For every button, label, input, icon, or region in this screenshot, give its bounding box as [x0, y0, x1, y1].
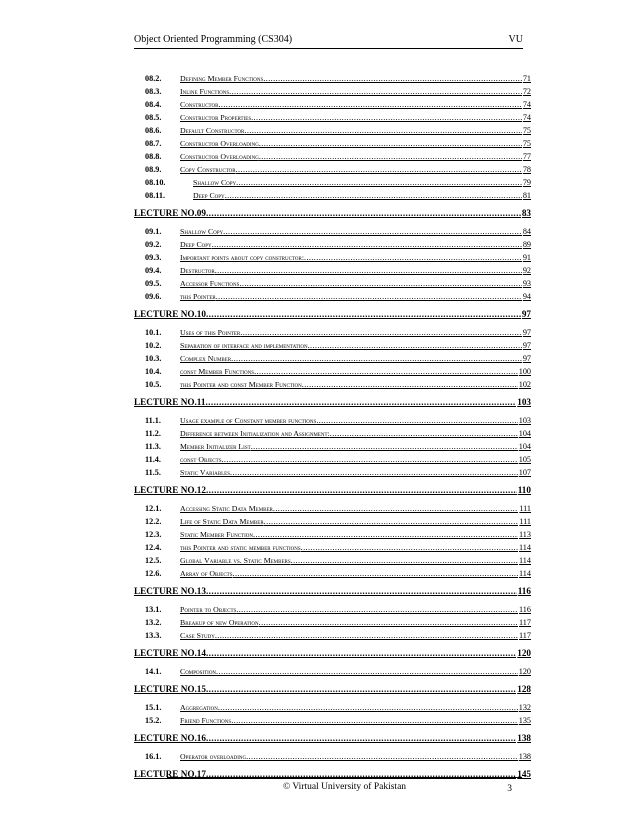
course-title: Object Oriented Programming (CS304): [134, 34, 293, 45]
section-title[interactable]: Uses of this Pointer: [180, 328, 241, 337]
toc-entry[interactable]: [134, 502, 531, 515]
section-title[interactable]: Deep Copy: [180, 240, 212, 249]
section-title[interactable]: this Pointer and static member functions: [180, 543, 301, 552]
lecture-page[interactable]: 110: [517, 485, 531, 495]
toc-entry[interactable]: [134, 378, 531, 391]
lecture-title[interactable]: LECTURE NO.14: [134, 648, 206, 658]
section-title[interactable]: Destructor: [180, 266, 215, 275]
section-page[interactable]: 81: [522, 191, 531, 200]
dot-leader: [206, 584, 517, 598]
section-number: 09.2.: [145, 240, 162, 249]
section-page[interactable]: 103: [518, 416, 531, 425]
section-number: 12.1.: [145, 504, 162, 513]
toc-entry[interactable]: [134, 124, 531, 137]
section-number: 08.8.: [145, 152, 162, 161]
section-title[interactable]: Operator overloading: [180, 752, 247, 761]
toc-entry[interactable]: [134, 137, 531, 150]
section-page[interactable]: 114: [519, 569, 531, 578]
dot-leader: [216, 290, 522, 303]
dot-leader: [236, 603, 518, 616]
dot-leader: [302, 378, 518, 391]
dot-leader: [223, 225, 522, 238]
toc-entry[interactable]: [134, 326, 531, 339]
toc-entry[interactable]: [134, 554, 531, 567]
section-title[interactable]: Array of Objects: [180, 569, 233, 578]
toc-entry[interactable]: [134, 189, 531, 202]
lecture-title[interactable]: LECTURE NO.12: [134, 485, 206, 495]
section-title[interactable]: Shallow Copy: [180, 227, 224, 236]
table-of-contents: [134, 72, 531, 786]
toc-lecture-heading[interactable]: [134, 646, 531, 660]
dot-leader: [215, 264, 522, 277]
section-title[interactable]: Composition: [180, 667, 217, 676]
toc-entry[interactable]: [134, 339, 531, 352]
dot-leader: [218, 98, 521, 111]
section-number: 12.3.: [145, 530, 162, 539]
toc-entry[interactable]: [134, 98, 531, 111]
page-number: 3: [507, 784, 512, 794]
section-title[interactable]: Constructor Properties: [180, 113, 252, 122]
toc-entry[interactable]: [134, 466, 531, 479]
dot-leader: [244, 124, 521, 137]
section-page[interactable]: 79: [522, 178, 531, 187]
section-page[interactable]: 75: [522, 126, 531, 135]
section-page[interactable]: 97: [522, 328, 531, 337]
toc-entry[interactable]: [134, 414, 531, 427]
section-number: 16.1.: [145, 752, 162, 761]
lecture-page[interactable]: 120: [517, 648, 531, 658]
section-title[interactable]: Defining Member Functions: [180, 74, 264, 83]
section-number: 10.5.: [145, 380, 162, 389]
lecture-page[interactable]: 97: [521, 309, 531, 319]
section-number: 09.4.: [145, 266, 162, 275]
dot-leader: [239, 277, 521, 290]
section-number: 15.1.: [145, 703, 162, 712]
toc-entry[interactable]: [134, 603, 531, 616]
section-page[interactable]: 75: [522, 139, 531, 148]
dot-leader: [229, 85, 522, 98]
dot-leader: [231, 352, 522, 365]
section-title[interactable]: Constructor: [180, 100, 219, 109]
lecture-page[interactable]: 128: [517, 684, 531, 694]
toc-entry[interactable]: [134, 528, 531, 541]
section-title[interactable]: Important points about copy constructor:: [180, 253, 305, 262]
toc-entry[interactable]: [134, 225, 531, 238]
section-page[interactable]: 135: [518, 716, 531, 725]
dot-leader: [264, 515, 519, 528]
section-number: 08.6.: [145, 126, 162, 135]
dot-leader: [216, 665, 518, 678]
dot-leader: [205, 395, 516, 409]
dot-leader: [259, 137, 522, 150]
section-page[interactable]: 111: [519, 504, 531, 513]
toc-entry[interactable]: [134, 352, 531, 365]
section-number: 08.10.: [145, 178, 166, 187]
section-number: 15.2.: [145, 716, 162, 725]
section-page[interactable]: 93: [522, 279, 531, 288]
section-page[interactable]: 74: [522, 100, 531, 109]
section-page[interactable]: 71: [522, 74, 531, 83]
section-number: 11.2.: [145, 429, 161, 438]
section-title[interactable]: Life of Static Data Member: [180, 517, 264, 526]
section-number: 11.1.: [145, 416, 161, 425]
toc-lecture-heading[interactable]: [134, 682, 531, 696]
toc-entry[interactable]: [134, 150, 531, 163]
page-footer: [167, 777, 522, 794]
lecture-page[interactable]: 83: [521, 208, 531, 218]
dot-leader: [225, 189, 522, 202]
section-title[interactable]: Default Constructor: [180, 126, 245, 135]
section-number: 10.3.: [145, 354, 162, 363]
section-number: 10.2.: [145, 341, 162, 350]
toc-entry[interactable]: [134, 714, 531, 727]
section-number: 13.3.: [145, 631, 162, 640]
toc-entry[interactable]: [134, 238, 531, 251]
section-title[interactable]: Shallow Copy: [193, 178, 237, 187]
section-title[interactable]: Usage example of Constant member functions: [180, 416, 317, 425]
lecture-title[interactable]: LECTURE NO.13: [134, 586, 206, 596]
section-title[interactable]: Inline Functions: [180, 87, 230, 96]
section-number: 08.2.: [145, 74, 162, 83]
toc-entry[interactable]: [134, 85, 531, 98]
dot-leader: [206, 307, 521, 321]
section-page[interactable]: 100: [518, 367, 531, 376]
dot-leader: [206, 731, 516, 745]
toc-entry[interactable]: [134, 701, 531, 714]
toc-lecture-heading[interactable]: [134, 731, 531, 745]
dot-leader: [218, 701, 518, 714]
section-title[interactable]: Pointer to Objects: [180, 605, 237, 614]
dot-leader: [212, 238, 522, 251]
toc-entry[interactable]: [134, 277, 531, 290]
dot-leader: [206, 682, 516, 696]
toc-entry[interactable]: [134, 440, 531, 453]
section-page[interactable]: 113: [519, 530, 531, 539]
section-number: 14.1.: [145, 667, 162, 676]
lecture-title[interactable]: LECTURE NO.09: [134, 208, 206, 218]
section-page[interactable]: 89: [522, 240, 531, 249]
section-title[interactable]: Case Study: [180, 631, 215, 640]
dot-leader: [273, 502, 518, 515]
toc-lecture-heading[interactable]: [134, 206, 531, 220]
toc-entry[interactable]: [134, 427, 531, 440]
section-page[interactable]: 104: [518, 442, 531, 451]
toc-entry[interactable]: [134, 163, 531, 176]
section-page[interactable]: 114: [519, 556, 531, 565]
section-page[interactable]: 97: [522, 354, 531, 363]
lecture-page[interactable]: 103: [517, 397, 531, 407]
toc-entry[interactable]: [134, 111, 531, 124]
section-title[interactable]: Friend Functions: [180, 716, 232, 725]
section-number: 09.1.: [145, 227, 162, 236]
lecture-title[interactable]: LECTURE NO.11: [134, 397, 206, 407]
section-number: 13.2.: [145, 618, 162, 627]
dot-leader: [236, 176, 522, 189]
section-page[interactable]: 132: [518, 703, 531, 712]
lecture-page[interactable]: 145: [517, 769, 531, 779]
toc-entry[interactable]: [134, 453, 531, 466]
section-title[interactable]: Accessing Static Data Member: [180, 504, 273, 513]
section-number: 12.4.: [145, 543, 162, 552]
section-title[interactable]: const Member Functions: [180, 367, 255, 376]
toc-entry[interactable]: [134, 515, 531, 528]
lecture-title[interactable]: LECTURE NO.15: [134, 684, 206, 694]
toc-entry[interactable]: [134, 567, 531, 580]
dot-leader: [206, 483, 517, 497]
section-title[interactable]: Constructor Overloading: [180, 152, 259, 161]
section-number: 08.9.: [145, 165, 162, 174]
dot-leader: [233, 567, 519, 580]
dot-leader: [291, 554, 518, 567]
institution-abbr: VU: [508, 34, 523, 45]
dot-leader: [251, 111, 522, 124]
section-title[interactable]: Copy Constructor: [180, 165, 236, 174]
section-title[interactable]: Aggregation: [180, 703, 218, 712]
section-number: 09.3.: [145, 253, 162, 262]
section-page[interactable]: 138: [518, 752, 531, 761]
section-page[interactable]: 94: [522, 292, 531, 301]
dot-leader: [253, 528, 518, 541]
section-title[interactable]: Static Variables: [180, 468, 230, 477]
section-number: 08.3.: [145, 87, 162, 96]
section-page[interactable]: 72: [522, 87, 531, 96]
toc-entry[interactable]: [134, 290, 531, 303]
dot-leader: [259, 616, 518, 629]
toc-entry[interactable]: [134, 365, 531, 378]
section-title[interactable]: Difference between Initialization and Assignment:: [180, 429, 330, 438]
section-page[interactable]: 104: [518, 429, 531, 438]
toc-lecture-heading[interactable]: [134, 483, 531, 497]
dot-leader: [206, 206, 521, 220]
section-page[interactable]: 78: [522, 165, 531, 174]
dot-leader: [301, 541, 518, 554]
toc-entry[interactable]: [134, 541, 531, 554]
dot-leader: [308, 339, 522, 352]
section-page[interactable]: 111: [519, 517, 531, 526]
dot-leader: [230, 466, 518, 479]
toc-lecture-heading[interactable]: [134, 395, 531, 409]
lecture-page[interactable]: 116: [517, 586, 531, 596]
section-title[interactable]: Constructor Overloading: [180, 139, 259, 148]
dot-leader: [263, 72, 522, 85]
page-header: [134, 32, 523, 49]
section-number: 08.7.: [145, 139, 162, 148]
section-page[interactable]: 92: [522, 266, 531, 275]
section-title[interactable]: Separation of interface and implementation: [180, 341, 308, 350]
section-number: 12.6.: [145, 569, 162, 578]
section-number: 08.11.: [145, 191, 166, 200]
dot-leader: [254, 365, 518, 378]
section-number: 10.1.: [145, 328, 162, 337]
section-page[interactable]: 77: [522, 152, 531, 161]
section-page[interactable]: 117: [519, 631, 531, 640]
section-title[interactable]: Breakup of new Operation: [180, 618, 259, 627]
section-page[interactable]: 84: [522, 227, 531, 236]
section-title[interactable]: Member Initializer List: [180, 442, 251, 451]
section-title[interactable]: const Objects: [180, 455, 222, 464]
section-number: 12.2.: [145, 517, 162, 526]
section-number: 13.1.: [145, 605, 162, 614]
section-title[interactable]: Accessor Functions: [180, 279, 240, 288]
section-page[interactable]: 97: [522, 341, 531, 350]
section-page[interactable]: 107: [518, 468, 531, 477]
dot-leader: [304, 251, 522, 264]
section-number: 09.5.: [145, 279, 162, 288]
toc-entry[interactable]: [134, 665, 531, 678]
toc-lecture-heading[interactable]: [134, 307, 531, 321]
footer-copyright: © Virtual University of Pakistan: [282, 782, 407, 792]
section-title[interactable]: this Pointer: [180, 292, 216, 301]
section-title[interactable]: Static Member Function: [180, 530, 253, 539]
dot-leader: [236, 163, 522, 176]
dot-leader: [221, 453, 517, 466]
toc-entry[interactable]: [134, 264, 531, 277]
dot-leader: [251, 440, 518, 453]
section-number: 08.4.: [145, 100, 162, 109]
section-number: 08.5.: [145, 113, 162, 122]
section-title[interactable]: Deep Copy: [193, 191, 225, 200]
toc-entry[interactable]: [134, 750, 531, 763]
toc-entry[interactable]: [134, 72, 531, 85]
toc-entry[interactable]: [134, 176, 531, 189]
dot-leader: [231, 714, 518, 727]
toc-entry[interactable]: [134, 616, 531, 629]
section-page[interactable]: 120: [518, 667, 531, 676]
section-page[interactable]: 74: [522, 113, 531, 122]
toc-entry[interactable]: [134, 251, 531, 264]
section-page[interactable]: 91: [522, 253, 531, 262]
lecture-page[interactable]: 138: [517, 733, 531, 743]
section-title[interactable]: Global Variable vs. Static Members: [180, 556, 291, 565]
section-number: 09.6.: [145, 292, 162, 301]
section-page[interactable]: 114: [519, 543, 531, 552]
toc-entry[interactable]: [134, 629, 531, 642]
dot-leader: [246, 750, 518, 763]
lecture-title[interactable]: LECTURE NO.17: [134, 769, 206, 779]
dot-leader: [316, 414, 517, 427]
section-number: 12.5.: [145, 556, 162, 565]
section-title[interactable]: Complex Number: [180, 354, 232, 363]
section-title[interactable]: this Pointer and const Member Function: [180, 380, 302, 389]
section-number: 10.4.: [145, 367, 162, 376]
section-page[interactable]: 116: [519, 605, 531, 614]
section-page[interactable]: 102: [518, 380, 531, 389]
dot-leader: [330, 427, 518, 440]
dot-leader: [215, 629, 518, 642]
lecture-title[interactable]: LECTURE NO.16: [134, 733, 206, 743]
lecture-title[interactable]: LECTURE NO.10: [134, 309, 206, 319]
section-number: 11.5.: [145, 468, 161, 477]
section-number: 11.4.: [145, 455, 161, 464]
section-page[interactable]: 117: [519, 618, 531, 627]
section-number: 11.3.: [145, 442, 161, 451]
toc-lecture-heading[interactable]: [134, 584, 531, 598]
section-page[interactable]: 105: [518, 455, 531, 464]
dot-leader: [240, 326, 522, 339]
dot-leader: [206, 646, 516, 660]
dot-leader: [259, 150, 522, 163]
